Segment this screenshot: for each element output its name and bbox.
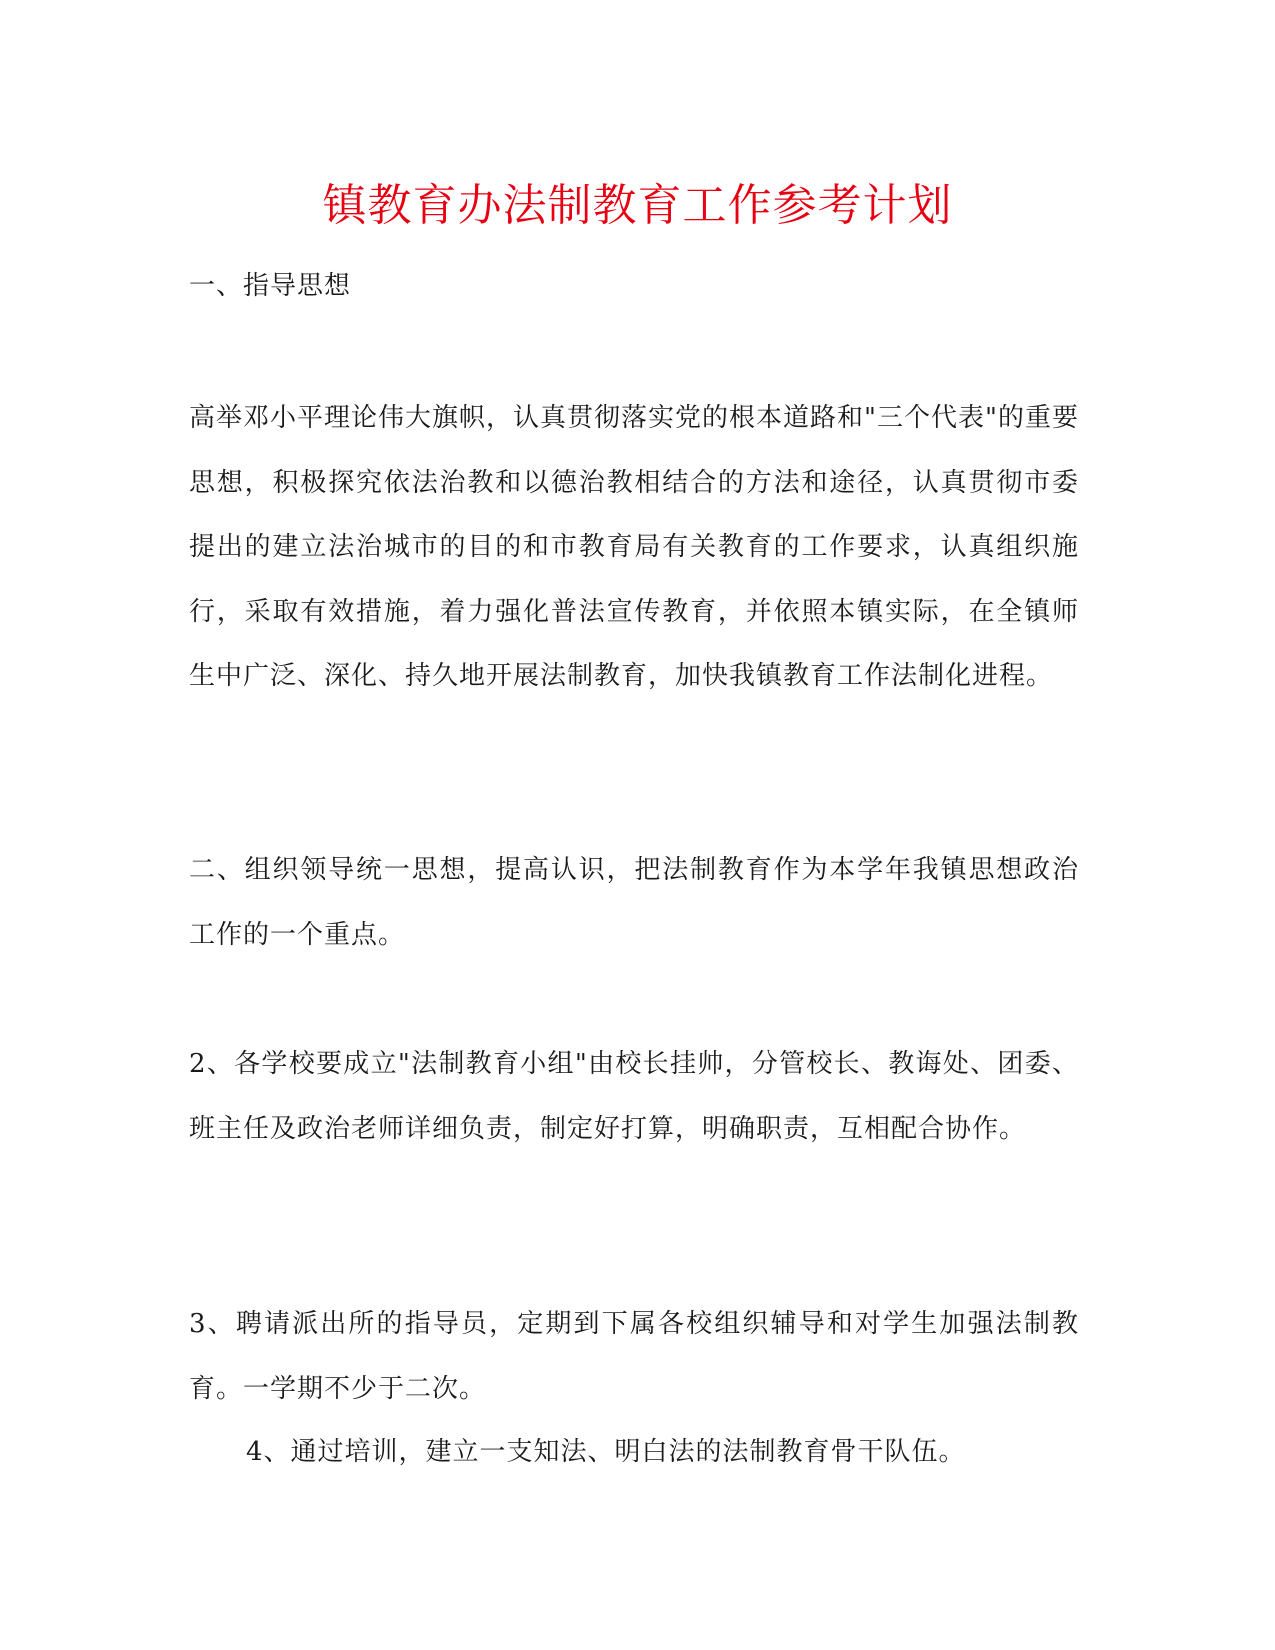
- item-3-paragraph: 3、聘请派出所的指导员，定期到下属各校组织辅导和对学生加强法制教育。一学期不少于二次。: [189, 1309, 1079, 1404]
- document-title: 镇教育办法制教育工作参考计划: [322, 180, 953, 231]
- guiding-ideology-paragraph: 高举邓小平理论伟大旗帜，认真贯彻落实党的根本道路和"三个代表"的重要思想，积极探究依法治教和以德治教相结合的方法和途径，认真贯彻市委提出的建立法治城市的目的和市教育局有关教育的工作要求，认真组织施行，采取有效措施，着力强化普法宣传教育，并依照本镇实际，在全镇师生中广泛、深化、持久地开展法制教育，加快我镇教育工作法制化进程。: [189, 403, 1079, 691]
- organization-leadership-paragraph: 二、组织领导统一思想，提高认识，把法制教育作为本学年我镇思想政治工作的一个重点。: [189, 855, 1079, 950]
- item-2-paragraph: 2、各学校要成立"法制教育小组"由校长挂帅，分管校长、教诲处、团委、班主任及政治老师详细负责，制定好打算，明确职责，互相配合协作。: [189, 1049, 1079, 1144]
- item-4-paragraph: 4、通过培训，建立一支知法、明白法的法制教育骨干队伍。: [246, 1437, 966, 1467]
- section-heading-guiding-ideology: 一、指导思想: [189, 271, 352, 301]
